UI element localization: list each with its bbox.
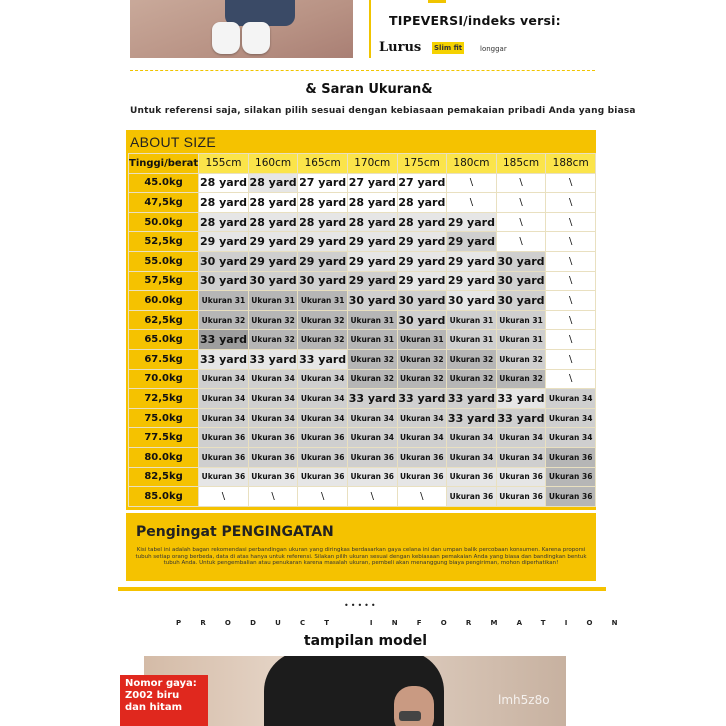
- size-cell: 33 yard: [496, 389, 546, 409]
- style-number-label: Nomor gaya:: [125, 678, 197, 689]
- size-cell: Ukuran 31: [496, 310, 546, 330]
- yellow-tab: [428, 0, 446, 3]
- weight-label: 85.0kg: [129, 487, 199, 507]
- size-row: [129, 173, 596, 193]
- size-cell: \: [199, 487, 249, 507]
- height-header: 185cm: [496, 154, 546, 174]
- size-chart: [126, 130, 596, 510]
- size-cell: Ukuran 32: [397, 349, 447, 369]
- size-cell: 29 yard: [347, 251, 397, 271]
- size-guide-title: & Saran Ukuran&: [305, 82, 433, 97]
- size-cell: 30 yard: [298, 271, 348, 291]
- size-cell: Ukuran 34: [397, 408, 447, 428]
- weight-label: 52,5kg: [129, 232, 199, 252]
- size-cell: Ukuran 36: [447, 487, 497, 507]
- height-header: 175cm: [397, 154, 447, 174]
- weight-label: 50.0kg: [129, 212, 199, 232]
- size-cell: Ukuran 36: [496, 487, 546, 507]
- size-cell: Ukuran 31: [447, 330, 497, 350]
- size-row: [129, 251, 596, 271]
- size-cell: Ukuran 34: [248, 389, 298, 409]
- size-cell: 28 yard: [199, 173, 249, 193]
- size-cell: Ukuran 32: [447, 369, 497, 389]
- size-cell: 28 yard: [347, 212, 397, 232]
- size-cell: \: [298, 487, 348, 507]
- size-cell: Ukuran 36: [546, 447, 596, 467]
- size-cell: Ukuran 34: [347, 428, 397, 448]
- size-cell: Ukuran 31: [447, 310, 497, 330]
- size-cell: 28 yard: [397, 212, 447, 232]
- size-cell: Ukuran 32: [447, 349, 497, 369]
- size-cell: \: [546, 232, 596, 252]
- size-cell: \: [546, 212, 596, 232]
- size-cell: Ukuran 34: [298, 369, 348, 389]
- height-header: 165cm: [298, 154, 348, 174]
- size-cell: 33 yard: [199, 330, 249, 350]
- size-cell: 33 yard: [447, 389, 497, 409]
- size-cell: 29 yard: [447, 212, 497, 232]
- size-cell: Ukuran 34: [546, 389, 596, 409]
- size-cell: Ukuran 32: [397, 369, 447, 389]
- size-cell: Ukuran 36: [248, 467, 298, 487]
- size-cell: 27 yard: [298, 173, 348, 193]
- size-cell: 30 yard: [199, 271, 249, 291]
- size-cell: \: [447, 193, 497, 213]
- size-cell: Ukuran 34: [248, 369, 298, 389]
- dashed-divider: [130, 70, 595, 71]
- size-cell: 27 yard: [347, 173, 397, 193]
- size-cell: 33 yard: [347, 389, 397, 409]
- size-cell: Ukuran 32: [347, 349, 397, 369]
- style-number-badge: [120, 675, 208, 726]
- size-cell: 27 yard: [397, 173, 447, 193]
- reminder-text: Kisi tabel ini adalah bagan rekomendasi perbandingan ukuran yang diringkas berdasarkan gaya celana ini dan umpan balik percobaan konsumen. Karena proporsi tubuh setiap orang berbeda, data di atas hanya untuk referensi. Silakan pilih ukuran sesuai dengan kebiasaan pemakaian Anda yang biasa dan bandingkan bentuk tubuh Anda. Untuk pengembalian atau penukaran karena masalah ukuran, pembeli akan menanggung biaya pengiriman, mohon diperhatikan!: [135, 547, 587, 566]
- size-cell: Ukuran 34: [248, 408, 298, 428]
- size-cell: Ukuran 31: [298, 291, 348, 311]
- size-cell: Ukuran 32: [347, 369, 397, 389]
- size-cell: 33 yard: [248, 349, 298, 369]
- size-row: [129, 193, 596, 213]
- size-cell: Ukuran 36: [248, 428, 298, 448]
- size-cell: Ukuran 36: [447, 467, 497, 487]
- size-cell: Ukuran 34: [447, 428, 497, 448]
- reminder-box: [126, 513, 596, 581]
- size-cell: \: [546, 369, 596, 389]
- weight-label: 47,5kg: [129, 193, 199, 213]
- size-cell: Ukuran 34: [496, 447, 546, 467]
- height-header: 170cm: [347, 154, 397, 174]
- size-cell: Ukuran 34: [496, 428, 546, 448]
- size-cell: 28 yard: [298, 193, 348, 213]
- size-cell: 28 yard: [397, 193, 447, 213]
- weight-label: 67.5kg: [129, 349, 199, 369]
- size-cell: Ukuran 31: [496, 330, 546, 350]
- size-cell: Ukuran 36: [298, 447, 348, 467]
- size-cell: Ukuran 34: [546, 408, 596, 428]
- size-cell: Ukuran 31: [199, 291, 249, 311]
- weight-label: 82,5kg: [129, 467, 199, 487]
- weight-label: 77.5kg: [129, 428, 199, 448]
- size-cell: Ukuran 34: [199, 369, 249, 389]
- size-cell: Ukuran 31: [347, 310, 397, 330]
- size-row: [129, 349, 596, 369]
- size-cell: \: [546, 271, 596, 291]
- size-cell: Ukuran 31: [397, 330, 447, 350]
- size-cell: Ukuran 36: [496, 467, 546, 487]
- size-row: [129, 467, 596, 487]
- size-cell: Ukuran 31: [248, 291, 298, 311]
- decorative-dots: •••••: [344, 601, 378, 610]
- size-cell: Ukuran 32: [248, 330, 298, 350]
- weight-label: 72,5kg: [129, 389, 199, 409]
- top-section: [0, 0, 726, 70]
- style-number-value: Z002 biru: [125, 690, 180, 701]
- size-cell: \: [496, 173, 546, 193]
- size-cell: Ukuran 36: [397, 447, 447, 467]
- size-cell: Ukuran 36: [397, 467, 447, 487]
- product-information-label: PRODUCT INFORMATION: [176, 619, 637, 627]
- size-row: [129, 369, 596, 389]
- size-row: [129, 310, 596, 330]
- size-cell: \: [546, 193, 596, 213]
- size-cell: Ukuran 36: [298, 428, 348, 448]
- size-cell: 30 yard: [199, 251, 249, 271]
- size-cell: 28 yard: [347, 193, 397, 213]
- size-cell: Ukuran 34: [298, 389, 348, 409]
- size-cell: 29 yard: [298, 232, 348, 252]
- size-cell: 33 yard: [397, 389, 447, 409]
- size-cell: Ukuran 36: [199, 467, 249, 487]
- size-cell: Ukuran 36: [199, 447, 249, 467]
- weight-label: 80.0kg: [129, 447, 199, 467]
- size-cell: Ukuran 32: [496, 349, 546, 369]
- size-cell: 29 yard: [397, 251, 447, 271]
- size-cell: 29 yard: [397, 271, 447, 291]
- size-cell: Ukuran 32: [248, 310, 298, 330]
- weight-label: 45.0kg: [129, 173, 199, 193]
- reminder-title: Pengingat PENGINGATAN: [136, 524, 334, 540]
- weight-label: 55.0kg: [129, 251, 199, 271]
- weight-label: 75.0kg: [129, 408, 199, 428]
- size-cell: 33 yard: [298, 349, 348, 369]
- size-cell: 28 yard: [199, 193, 249, 213]
- size-cell: 29 yard: [347, 271, 397, 291]
- size-cell: Ukuran 36: [546, 487, 596, 507]
- size-cell: 33 yard: [447, 408, 497, 428]
- shoe-left-graphic: [212, 22, 240, 54]
- size-cell: \: [496, 193, 546, 213]
- size-cell: 33 yard: [496, 408, 546, 428]
- size-cell: 33 yard: [199, 349, 249, 369]
- corner-label: Tinggi/berat: [129, 154, 199, 174]
- size-cell: 29 yard: [447, 232, 497, 252]
- size-cell: \: [496, 212, 546, 232]
- size-cell: 30 yard: [496, 251, 546, 271]
- shoe-right-graphic: [242, 22, 270, 54]
- size-cell: \: [546, 251, 596, 271]
- size-guide-subtitle: Untuk referensi saja, silakan pilih sesuai dengan kebiasaan pemakaian pribadi Anda yang biasa: [130, 106, 636, 116]
- size-cell: 28 yard: [248, 173, 298, 193]
- weight-label: 60.0kg: [129, 291, 199, 311]
- size-row: [129, 330, 596, 350]
- size-cell: Ukuran 32: [199, 310, 249, 330]
- size-row: [129, 212, 596, 232]
- size-cell: Ukuran 36: [347, 467, 397, 487]
- size-cell: 29 yard: [298, 251, 348, 271]
- size-cell: \: [546, 310, 596, 330]
- size-cell: 30 yard: [447, 291, 497, 311]
- fit-slim-highlight: Slim fit: [434, 44, 463, 52]
- size-table: [128, 153, 596, 507]
- weight-label: 70.0kg: [129, 369, 199, 389]
- size-row: [129, 232, 596, 252]
- size-row: [129, 487, 596, 507]
- size-cell: 29 yard: [447, 251, 497, 271]
- size-row: [129, 408, 596, 428]
- height-header: 180cm: [447, 154, 497, 174]
- size-cell: Ukuran 36: [298, 467, 348, 487]
- size-cell: 29 yard: [397, 232, 447, 252]
- style-colors: dan hitam: [125, 702, 183, 713]
- size-cell: \: [546, 291, 596, 311]
- size-cell: 30 yard: [397, 291, 447, 311]
- size-cell: 29 yard: [447, 271, 497, 291]
- size-row: [129, 291, 596, 311]
- weight-label: 62,5kg: [129, 310, 199, 330]
- size-cell: Ukuran 34: [397, 428, 447, 448]
- product-photo-top: [130, 0, 353, 58]
- size-cell: \: [546, 349, 596, 369]
- size-cell: 28 yard: [298, 212, 348, 232]
- size-cell: Ukuran 32: [298, 310, 348, 330]
- size-cell: Ukuran 34: [546, 428, 596, 448]
- size-cell: 29 yard: [199, 232, 249, 252]
- size-cell: \: [347, 487, 397, 507]
- size-cell: \: [496, 232, 546, 252]
- size-cell: Ukuran 34: [298, 408, 348, 428]
- size-cell: \: [397, 487, 447, 507]
- size-row: [129, 447, 596, 467]
- size-row: [129, 428, 596, 448]
- size-cell: Ukuran 34: [447, 447, 497, 467]
- size-cell: Ukuran 31: [347, 330, 397, 350]
- size-cell: \: [447, 173, 497, 193]
- size-cell: 29 yard: [347, 232, 397, 252]
- size-cell: \: [546, 173, 596, 193]
- size-cell: 30 yard: [347, 291, 397, 311]
- size-cell: 29 yard: [248, 232, 298, 252]
- weight-label: 65.0kg: [129, 330, 199, 350]
- size-cell: Ukuran 36: [347, 447, 397, 467]
- watch-graphic: [399, 711, 421, 721]
- size-cell: 30 yard: [397, 310, 447, 330]
- size-cell: Ukuran 36: [199, 428, 249, 448]
- size-cell: Ukuran 32: [496, 369, 546, 389]
- size-row: [129, 389, 596, 409]
- size-cell: Ukuran 36: [248, 447, 298, 467]
- size-cell: Ukuran 34: [199, 389, 249, 409]
- size-header-row: [129, 154, 596, 174]
- size-cell: \: [546, 330, 596, 350]
- about-size-heading: ABOUT SIZE: [130, 134, 216, 150]
- model-display-heading: tampilan model: [303, 633, 428, 649]
- weight-label: 57,5kg: [129, 271, 199, 291]
- vertical-divider: [369, 0, 371, 58]
- fit-loose: longgar: [480, 45, 507, 53]
- size-cell: \: [248, 487, 298, 507]
- version-type-label: TIPEVERSI/indeks versi:: [389, 13, 561, 28]
- size-cell: Ukuran 36: [546, 467, 596, 487]
- size-cell: 30 yard: [496, 291, 546, 311]
- yellow-bottom-bar: [118, 587, 606, 591]
- size-cell: Ukuran 34: [199, 408, 249, 428]
- size-cell: 28 yard: [248, 212, 298, 232]
- size-row: [129, 271, 596, 291]
- height-header: 188cm: [546, 154, 596, 174]
- watermark-text: lmh5z8o: [498, 693, 550, 707]
- size-cell: 30 yard: [248, 271, 298, 291]
- size-cell: 28 yard: [199, 212, 249, 232]
- fit-straight: Lurus: [379, 40, 422, 55]
- height-header: 160cm: [248, 154, 298, 174]
- size-cell: Ukuran 32: [298, 330, 348, 350]
- size-cell: Ukuran 34: [347, 408, 397, 428]
- size-cell: 29 yard: [248, 251, 298, 271]
- height-header: 155cm: [199, 154, 249, 174]
- size-cell: 30 yard: [496, 271, 546, 291]
- size-cell: 28 yard: [248, 193, 298, 213]
